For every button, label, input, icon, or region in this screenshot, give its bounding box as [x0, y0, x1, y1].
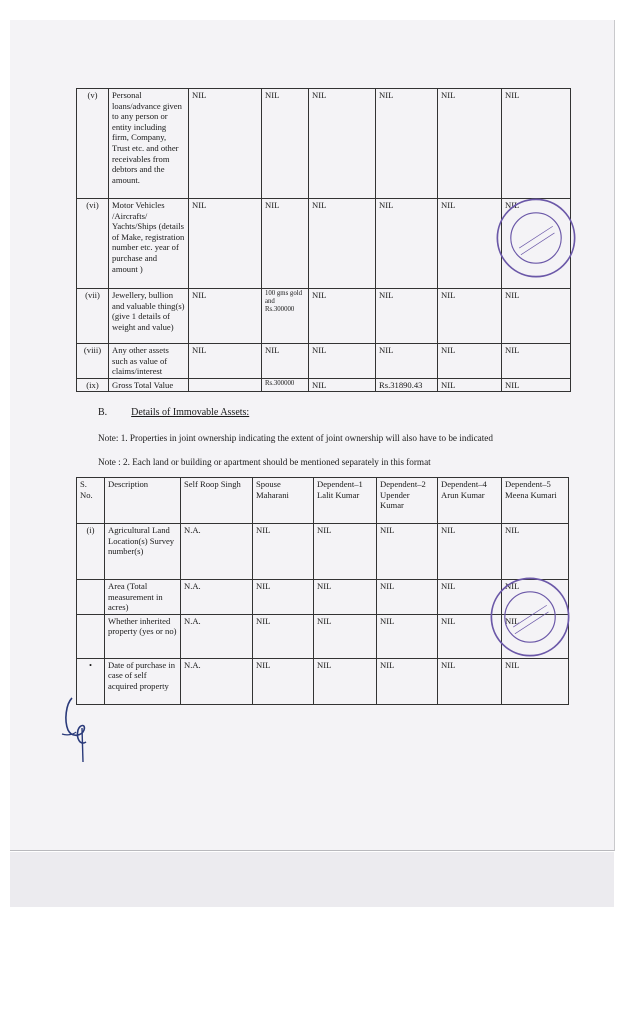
table-row [77, 289, 571, 344]
table-row [77, 378, 571, 392]
value-cell: NIL [189, 199, 262, 289]
value-cell: NIL [438, 199, 502, 289]
value-cell: NIL [438, 658, 502, 704]
note-1: Note: 1. Properties in joint ownership indicating the extent of joint ownership will also have to be indicated [98, 433, 493, 443]
value-cell: NIL [376, 344, 438, 379]
value-cell: NIL [376, 289, 438, 344]
value-cell: Rs.31890.43 [376, 378, 438, 392]
value-cell: 100 gms gold and Rs.300000 [262, 289, 309, 344]
note-2: Note : 2. Each land or building or apartment should be mentioned separately in this format [98, 457, 431, 467]
value-cell: NIL [253, 614, 314, 658]
column-header: Dependent–5 Meena Kumari [502, 478, 569, 524]
value-cell: NIL [502, 89, 571, 199]
value-cell: NIL [502, 614, 569, 658]
value-cell: NIL [376, 89, 438, 199]
serial-number: (vii) [77, 289, 109, 344]
description-cell: Agricultural Land Location(s) Survey number(s) [105, 524, 181, 580]
section-title: Details of Immovable Assets: [131, 407, 250, 418]
value-cell: NIL [309, 378, 376, 392]
value-cell: N.A. [181, 524, 253, 580]
serial-number: (ix) [77, 378, 109, 392]
value-cell: NIL [189, 289, 262, 344]
column-header: Spouse Maharani [253, 478, 314, 524]
value-cell: NIL [502, 524, 569, 580]
value-cell: NIL [438, 344, 502, 379]
value-cell: NIL [189, 344, 262, 379]
value-cell: NIL [438, 378, 502, 392]
value-cell: NIL [377, 524, 438, 580]
description-cell: Motor Vehicles /Aircrafts/ Yachts/Ships (details of Make, registration number etc. year of purchase and amount ) [109, 199, 189, 289]
value-cell: NIL [314, 658, 377, 704]
value-cell: NIL [377, 580, 438, 615]
column-header: Dependent–2 Upender Kumar [377, 478, 438, 524]
description-cell: Area (Total measurement in acres) [105, 580, 181, 615]
serial-number: (i) [77, 524, 105, 580]
table-row [77, 344, 571, 379]
value-cell: NIL [314, 580, 377, 615]
value-cell: NIL [262, 344, 309, 379]
column-header: Self Roop Singh [181, 478, 253, 524]
value-cell: Rs.300000 [262, 378, 309, 392]
notary-stamp-icon [494, 196, 578, 280]
value-cell: NIL [262, 89, 309, 199]
value-cell: NIL [377, 658, 438, 704]
value-cell: NIL [189, 89, 262, 199]
description-cell: Personal loans/advance given to any person or entity including firm, Company, Trust etc. and other receivables from debtors and the amount. [109, 89, 189, 199]
value-cell: NIL [377, 614, 438, 658]
value-cell: N.A. [181, 614, 253, 658]
value-cell: NIL [438, 289, 502, 344]
value-cell: NIL [438, 524, 502, 580]
column-header: S. No. [77, 478, 105, 524]
value-cell [189, 378, 262, 392]
table-row [77, 89, 571, 199]
value-cell: NIL [438, 89, 502, 199]
serial-number: • [77, 658, 105, 704]
value-cell: NIL [314, 614, 377, 658]
value-cell: NIL [438, 614, 502, 658]
description-cell: Any other assets such as value of claims/interest [109, 344, 189, 379]
serial-number: (viii) [77, 344, 109, 379]
value-cell: NIL [253, 658, 314, 704]
value-cell: NIL [438, 580, 502, 615]
value-cell: NIL [502, 658, 569, 704]
value-cell: NIL [309, 344, 376, 379]
serial-number [77, 580, 105, 615]
value-cell: NIL [309, 89, 376, 199]
description-cell: Gross Total Value [109, 378, 189, 392]
column-header: Description [105, 478, 181, 524]
description-cell: Date of purchase in case of self acquired property [105, 658, 181, 704]
serial-number: (v) [77, 89, 109, 199]
section-letter: B. [98, 407, 108, 418]
column-header: Dependent–1 Lalit Kumar [314, 478, 377, 524]
value-cell: NIL [309, 199, 376, 289]
serial-number [77, 614, 105, 658]
notary-stamp-icon [488, 575, 572, 659]
column-header: Dependent–4 Arun Kumar [438, 478, 502, 524]
description-cell: Whether inherited property (yes or no) [105, 614, 181, 658]
value-cell: NIL [502, 378, 571, 392]
section-b-heading [98, 407, 249, 418]
value-cell: NIL [253, 580, 314, 615]
value-cell: NIL [502, 344, 571, 379]
page-shadow [10, 852, 614, 907]
value-cell: NIL [502, 199, 571, 289]
value-cell: NIL [502, 289, 571, 344]
value-cell: NIL [253, 524, 314, 580]
value-cell: N.A. [181, 580, 253, 615]
value-cell: N.A. [181, 658, 253, 704]
value-cell: NIL [314, 524, 377, 580]
value-cell: NIL [262, 199, 309, 289]
value-cell: NIL [376, 199, 438, 289]
value-cell: NIL [309, 289, 376, 344]
serial-number: (vi) [77, 199, 109, 289]
table-row [77, 658, 569, 704]
signature-icon [56, 690, 102, 770]
value-cell: NIL [502, 580, 569, 615]
description-cell: Jewellery, bullion and valuable thing(s) (give 1 details of weight and value) [109, 289, 189, 344]
table-row [77, 524, 569, 580]
